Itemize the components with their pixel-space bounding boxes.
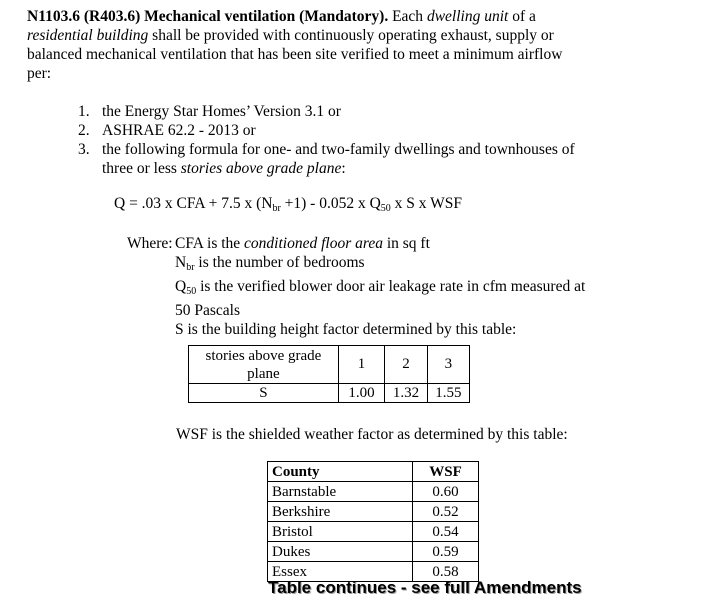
options-list	[78, 102, 575, 178]
table-cell: Barnstable	[268, 482, 413, 502]
table-header-cell: 3	[427, 346, 469, 384]
table-cell: Berkshire	[268, 502, 413, 522]
table-row	[268, 462, 479, 482]
section-code: N1103.6 (R403.6) Mechanical ventilation (Mandatory).	[27, 8, 389, 25]
heading-line-4: per:	[27, 65, 52, 82]
table-header-cell: WSF	[413, 462, 479, 482]
table-row	[268, 522, 479, 542]
where-definitions	[175, 234, 675, 339]
table-row	[189, 384, 470, 403]
s-definition: S is the building height factor determined by this table:	[175, 321, 517, 338]
table-cell: 0.60	[413, 482, 479, 502]
table-header-cell: stories above grade plane	[189, 346, 339, 384]
table-cell: 1.32	[385, 384, 427, 403]
nbr-definition: $N_{br}$ is the number of bedrooms	[175, 254, 365, 273]
list-item-continuation: three or less stories above grade plane:	[102, 160, 346, 177]
table-cell: 1.55	[427, 384, 469, 403]
term-conditioned-floor-area: conditioned floor area	[244, 235, 383, 252]
table-row	[268, 502, 479, 522]
table-cell: Dukes	[268, 542, 413, 562]
heading-line-1: N1103.6 (R403.6) Mechanical ventilation (Mandatory). Each dwelling unit of a	[27, 8, 536, 25]
table-cell: 1.00	[338, 384, 384, 403]
table-row	[189, 346, 470, 384]
heading-line-2: residential building shall be provided with continuously operating exhaust, supply or	[27, 27, 554, 44]
heading-paragraph	[27, 7, 697, 83]
table-row	[268, 542, 479, 562]
height-factor-table	[188, 345, 470, 403]
table-cell: Bristol	[268, 522, 413, 542]
where-label: Where:	[127, 235, 173, 252]
table-cell: 0.58	[413, 562, 479, 582]
wsf-table	[267, 461, 479, 582]
table-cell: Essex	[268, 562, 413, 582]
term-stories-above-grade: stories above grade plane	[180, 160, 342, 177]
term-dwelling-unit: dwelling unit	[426, 8, 509, 25]
table-cell: 0.52	[413, 502, 479, 522]
table-cell: 0.59	[413, 542, 479, 562]
q50-definition-cont: 50 Pascals	[175, 302, 241, 319]
table-header-cell: 1	[338, 346, 384, 384]
table-cell: 0.54	[413, 522, 479, 542]
list-item: 2. ASHRAE 62.2 - 2013 or	[78, 122, 256, 139]
term-residential-building: residential building	[27, 27, 149, 44]
table-row	[268, 482, 479, 502]
list-item: 3. the following formula for one- and two-family dwellings and townhouses of	[78, 141, 575, 158]
table-cell: S	[189, 384, 339, 403]
table-header-cell: 2	[385, 346, 427, 384]
table-continues-note: Table continues - see full Amendments	[268, 578, 582, 597]
table-header-cell: County	[268, 462, 413, 482]
ventilation-formula: Q = .03 x CFA + 7.5 x $(N_{br} +1) - 0.052$ x $Q_{50}$ x S x WSF	[114, 195, 463, 214]
cfa-definition: CFA is the conditioned floor area in sq ft	[175, 235, 430, 252]
wsf-definition: WSF is the shielded weather factor as determined by this table:	[176, 426, 568, 443]
list-item: 1. the Energy Star Homes’ Version 3.1 or	[78, 103, 341, 120]
q50-definition: $Q_{50}$ is the verified blower door air leakage rate in cfm measured at	[175, 278, 586, 297]
heading-line-3: balanced mechanical ventilation that has been site verified to meet a minimum airflow	[27, 46, 563, 63]
